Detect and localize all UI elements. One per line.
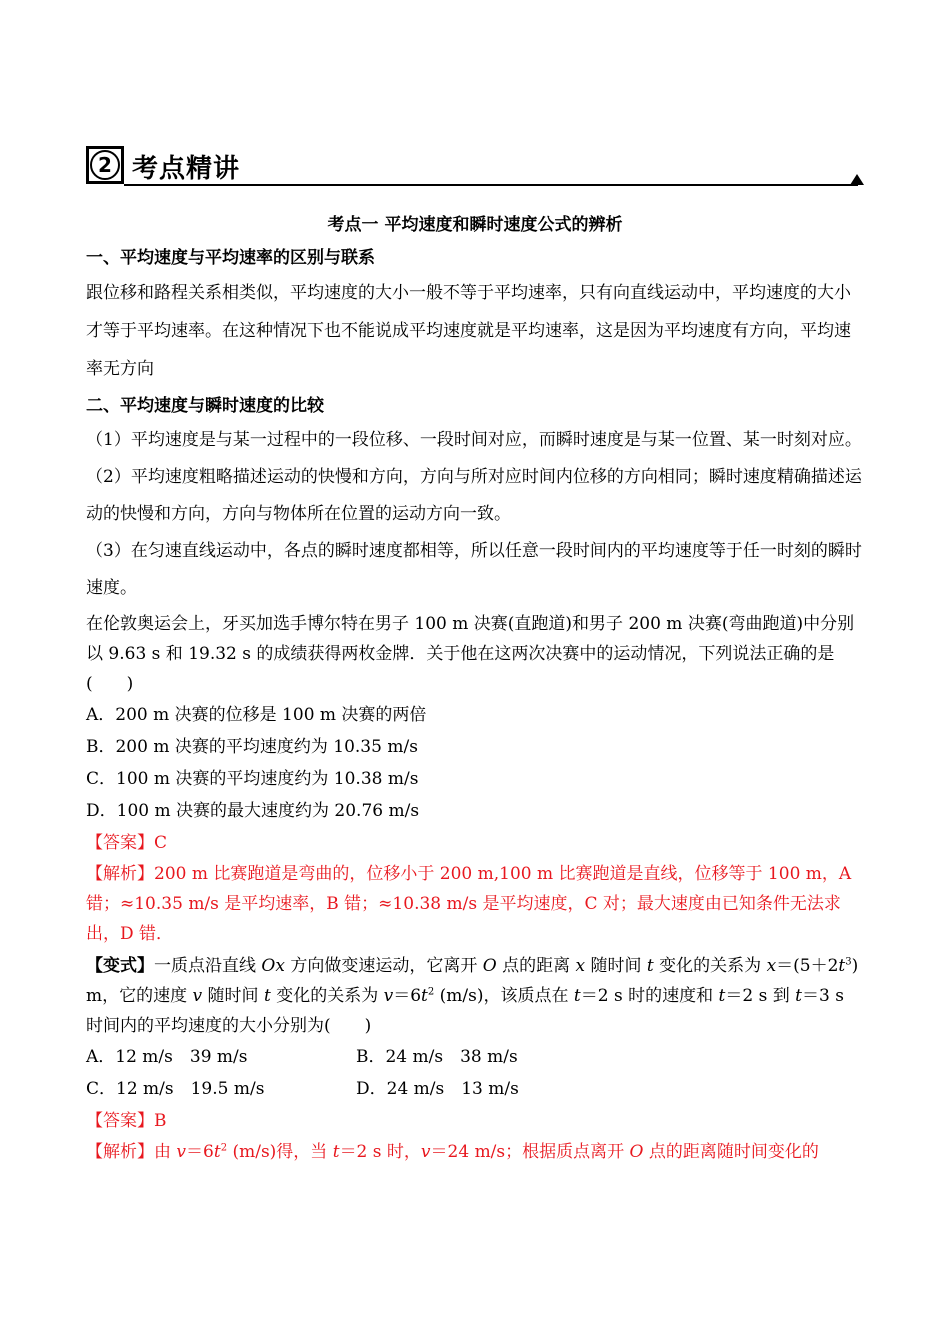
question-1-option-b: B．200 m 决赛的平均速度约为 10.35 m/s [86, 737, 418, 757]
question-2-analysis [86, 1137, 864, 1167]
var-v: v [420, 1142, 431, 1162]
analysis-text: 由 [154, 1142, 177, 1162]
heading-2: 二、平均速度与瞬时速度的比较 [86, 396, 324, 416]
stem-text: (m/s)，该质点在 [434, 986, 574, 1006]
exponent: 2 [427, 986, 435, 998]
stem-text: 随时间 [585, 956, 647, 976]
question-2-stem [86, 951, 864, 1041]
topic-title: 考点一 平均速度和瞬时速度公式的辨析 [327, 215, 623, 235]
var-v: v [192, 986, 203, 1006]
section-number: 2 [90, 150, 120, 180]
paragraph-1: 跟位移和路程关系相类似，平均速度的大小一般不等于平均速率，只有向直线运动中，平均速度的大小才等于平均速率。在这种情况下也不能说成平均速度就是平均速率，这是因为平均速度有方向，平均速率无方向 [86, 283, 851, 379]
stem-text: 一质点沿直线 [154, 956, 262, 976]
question-1-answer [86, 827, 864, 859]
stem-text: ＝3 s 时间内的平均速度的大小分别为( ) [86, 986, 844, 1036]
stem-text: 变化的关系为 [270, 986, 384, 1006]
question-1-option-d: D．100 m 决赛的最大速度约为 20.76 m/s [86, 801, 420, 821]
header-rule [124, 184, 858, 186]
answer-tag: 【答案】 [86, 833, 154, 853]
stem-text: 变化的关系为 [653, 956, 767, 976]
var-t: t [213, 1142, 221, 1162]
section-title: 考点精讲 [132, 154, 241, 184]
analysis-text: ＝2 s 时， [339, 1142, 421, 1162]
answer-tag: 【答案】 [86, 1111, 154, 1131]
stem-text: ＝6 [393, 986, 422, 1006]
analysis-text: (m/s)得，当 [227, 1142, 333, 1162]
var-v: v [383, 986, 394, 1006]
var-t: t [332, 1142, 340, 1162]
section-header [86, 146, 864, 190]
question-1-option-a: A．200 m 决赛的位移是 100 m 决赛的两倍 [86, 705, 427, 725]
var-t: t [263, 986, 271, 1006]
section-number-box [86, 146, 124, 184]
question-1-analysis [86, 859, 864, 949]
question-2-option-d: D．24 m/s 13 m/s [356, 1079, 519, 1099]
analysis-text: ＝6 [186, 1142, 214, 1162]
var-x: x [766, 956, 777, 976]
answer-value: C [154, 833, 168, 853]
var-O: O [629, 1142, 644, 1162]
var-x: x [575, 956, 586, 976]
question-2-options-row-2 [86, 1073, 864, 1105]
var-Ox: Ox [261, 956, 285, 976]
stem-text: 点的距离 [496, 956, 576, 976]
stem-text: ＝(5＋2 [776, 956, 839, 976]
heading-1: 一、平均速度与平均速率的区别与联系 [86, 248, 375, 268]
analysis-text: 200 m 比赛跑道是弯曲的，位移小于 200 m,100 m 比赛跑道是直线，位移等于 100 m，A 错；≈10.35 m/s 是平均速率，B 错；≈10.38 m/s 是平均速度，C 对；最大速度由已知条件无法求出，D 错． [86, 864, 852, 944]
exponent: 2 [220, 1142, 228, 1154]
var-v: v [176, 1142, 187, 1162]
answer-value: B [154, 1111, 167, 1131]
question-1-option-c: C．100 m 决赛的平均速度约为 10.38 m/s [86, 769, 419, 789]
var-t: t [573, 986, 581, 1006]
paragraph-2: （1）平均速度是与某一过程中的一段位移、一段时间对应，而瞬时速度是与某一位置、某一时刻对应。 [86, 430, 862, 450]
question-2-answer [86, 1105, 864, 1137]
var-O: O [482, 956, 497, 976]
stem-text: 随时间 [202, 986, 264, 1006]
var-t: t [646, 956, 654, 976]
exponent: 3 [845, 956, 852, 968]
question-2-option-a: A．12 m/s 39 m/s [86, 1047, 248, 1067]
triangle-icon [850, 174, 864, 185]
document-body [86, 208, 864, 1167]
stem-text: ＝2 s 时的速度和 [580, 986, 719, 1006]
question-2-option-c: C．12 m/s 19.5 m/s [86, 1079, 265, 1099]
var-t: t [838, 956, 846, 976]
analysis-tag: 【解析】 [86, 864, 154, 884]
var-t: t [421, 986, 428, 1006]
stem-text: 方向做变速运动，它离开 [284, 956, 483, 976]
analysis-text: ＝24 m/s；根据质点离开 [430, 1142, 630, 1162]
question-2-option-b: B．24 m/s 38 m/s [356, 1047, 518, 1067]
paragraph-4: （3）在匀速直线运动中，各点的瞬时速度都相等，所以任意一段时间内的平均速度等于任一时刻的瞬时速度。 [86, 541, 862, 598]
var-t: t [795, 986, 802, 1006]
stem-text: ) m，它的速度 [86, 956, 859, 1006]
var-t: t [718, 986, 726, 1006]
analysis-tag: 【解析】 [86, 1142, 154, 1162]
question-2-options-row-1 [86, 1041, 864, 1073]
paragraph-3: （2）平均速度粗略描述运动的快慢和方向，方向与所对应时间内位移的方向相同；瞬时速度精确描述运动的快慢和方向，方向与物体所在位置的运动方向一致。 [86, 467, 862, 524]
analysis-text: 点的距离随时间变化的 [643, 1142, 819, 1162]
question-1-stem: 在伦敦奥运会上，牙买加选手博尔特在男子 100 m 决赛(直跑道)和男子 200 m 决赛(弯曲跑道)中分别以 9.63 s 和 19.32 s 的成绩获得两枚金牌．关于他在这两次决赛中的运动情况，下列说法正确的是( ) [86, 614, 855, 694]
variant-tag: 【变式】 [86, 956, 154, 976]
stem-text: ＝2 s 到 [725, 986, 796, 1006]
